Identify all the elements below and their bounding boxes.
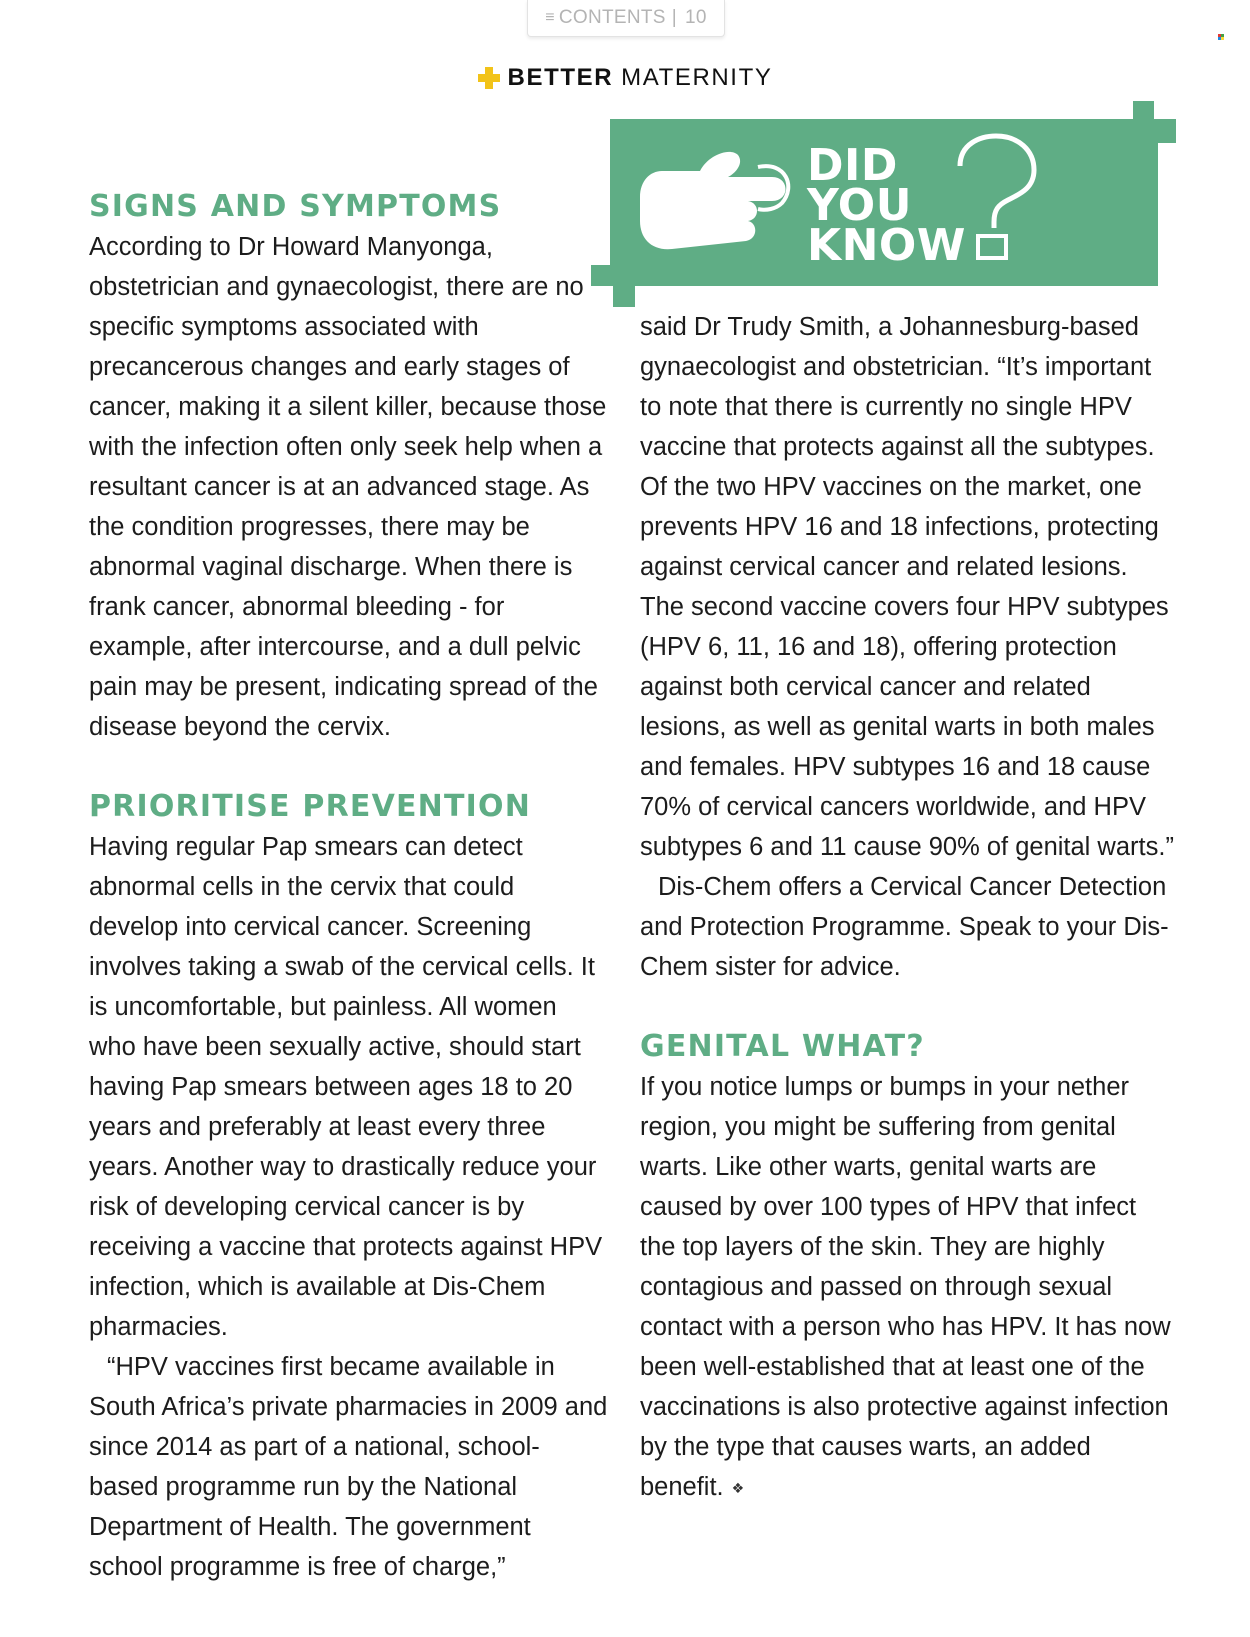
genital-text: If you notice lumps or bumps in your nether region, you might be suffering from genital warts. Like other warts, genital warts are caused by over 100 types of HPV that infect the top layers of the skin. They are highly contagious and passed on through sexual contact with a person who has HPV. It has now been well-established that at least one of the vaccinations is also protective against infection by the type that causes warts, an added benefit. <box>640 1073 1171 1501</box>
did-you-know-title <box>807 140 966 271</box>
callout-line-2: YOU <box>807 180 912 231</box>
genital-paragraph <box>640 1067 1175 1508</box>
header-light: MATERNITY <box>621 64 773 91</box>
callout-line-3: KNOW <box>807 220 966 271</box>
prevention-paragraph: Having regular Pap smears can detect abnormal cells in the cervix that could develop into cervical cancer. Screening involves taking a swab of the cervical cells. It is uncomfortable, but painless. All women who have been sexually active, should start having Pap smears between ages 18 to 20 years and preferably at least every three years. Another way to drastically reduce your risk of developing cervical cancer is by receiving a vaccine that protects against HPV infection, which is available at Dis-Chem pharmacies. <box>89 833 603 1341</box>
signs-heading: SIGNS AND SYMPTOMS <box>89 189 502 224</box>
prevention-heading: PRIORITISE PREVENTION <box>89 789 532 824</box>
signs-paragraph: According to Dr Howard Manyonga, obstetrician and gynaecologist, there are no specific symptoms associated with precancerous changes and early stages of cancer, making it a silent killer, because those with the infection often only seek help when a resultant cancer is at an advanced stage. As the condition progresses, there may be abnormal vaginal discharge. When there is frank cancer, abnormal bleeding - for example, after intercourse, and a dull pelvic pain may be present, indicating spread of the disease beyond the cervix. <box>89 233 607 741</box>
header-bold: BETTER <box>507 64 614 91</box>
divider: | <box>671 7 678 28</box>
section-header <box>0 64 1250 92</box>
corner-color-mark <box>1218 34 1226 40</box>
plus-cross-icon <box>478 67 500 89</box>
end-mark-icon: ❖ <box>731 1480 745 1497</box>
contents-label: CONTENTS <box>558 7 666 28</box>
menu-icon: ≡ <box>545 9 555 26</box>
callout-line-1: DID <box>807 140 898 191</box>
quote-continued-paragraph: said Dr Trudy Smith, a Johannesburg-based gynaecologist and obstetrician. “It’s important to note that there is currently no single HPV vaccine that protects against all the subtypes. Of the two HPV vaccines on the market, one prevents HPV 16 and 18 infections, protecting against cervical cancer and related lesions. The second vaccine covers four HPV subtypes (HPV 6, 11, 16 and 18), offering protection against both cervical cancer and related lesions, as well as genital warts in both males and females. HPV subtypes 16 and 18 cause 70% of cervical cancers worldwide, and HPV subtypes 6 and 11 cause 90% of genital warts.” <box>640 313 1174 861</box>
right-column <box>640 307 1175 1508</box>
left-column <box>89 187 609 1587</box>
dischem-paragraph: Dis-Chem offers a Cervical Cancer Detection and Protection Programme. Speak to your Dis-Chem sister for advice. <box>640 873 1169 981</box>
genital-heading: GENITAL WHAT? <box>640 1029 925 1064</box>
quote-paragraph: “HPV vaccines first became available in South Africa’s private pharmacies in 2009 and since 2014 as part of a national, school-based programme run by the National Department of Health. The government school programme is free of charge,” <box>89 1353 608 1581</box>
pointing-hand-icon <box>636 147 798 259</box>
page-number: 10 <box>685 7 707 28</box>
contents-button[interactable] <box>527 0 725 37</box>
question-mark-icon <box>946 132 1042 262</box>
